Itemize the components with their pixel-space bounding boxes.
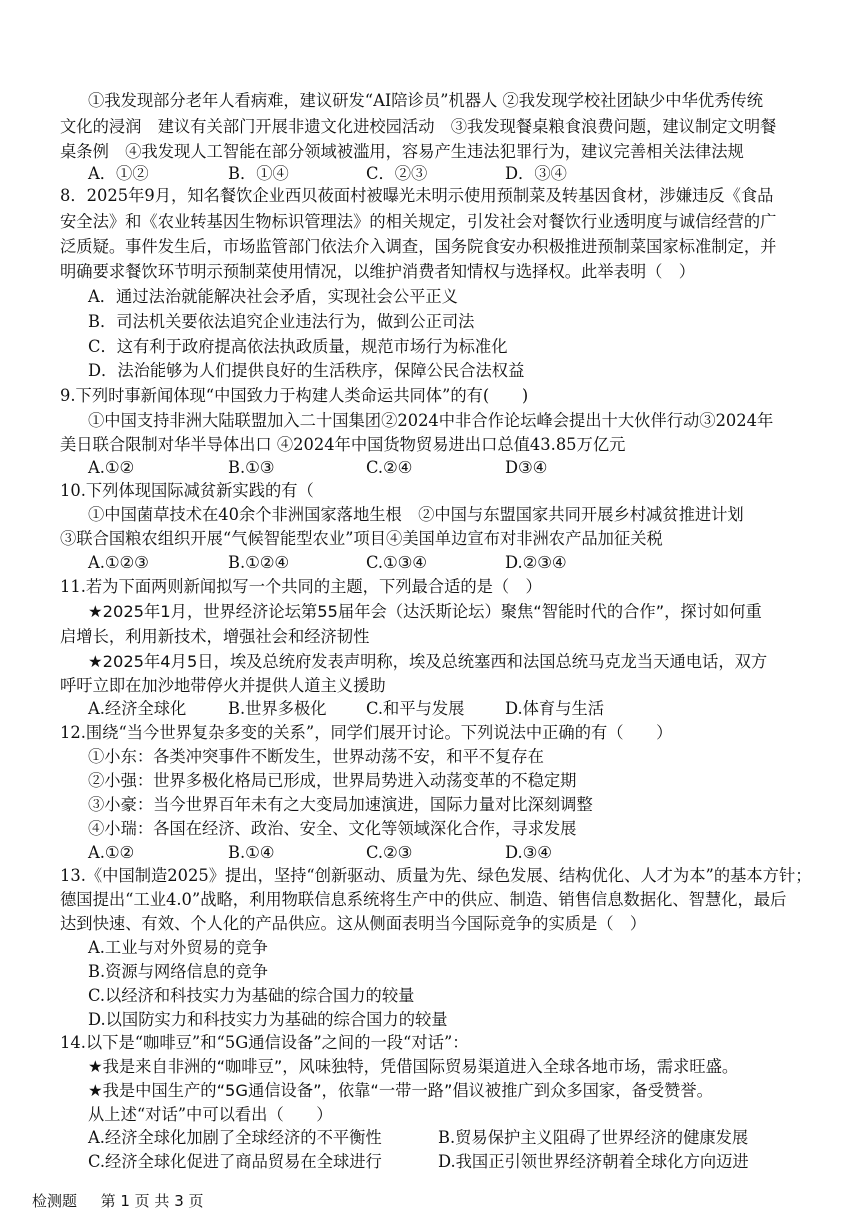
q13-line-3: 达到快速、有效、个人化的产品供应。这从侧面表明当今国际竞争的实质是（ ） [60, 914, 647, 933]
q11-option-c: C.和平与发展 [366, 699, 465, 718]
q9-option-d: D③④ [505, 458, 548, 477]
q13-line-1: 13.《中国制造2025》提出，坚持“创新驱动、质量为先、绿色发展、结构优化、人才为本”的基本方针； [60, 866, 812, 885]
q14-question: 从上述“对话”中可以看出（ ） [88, 1105, 333, 1124]
q7-line-3: 桌条例 ④我发现人工智能在部分领域被滥用，容易产生违法犯罪行为，建议完善相关法律法规 [60, 142, 744, 161]
q9-line-2: 美日联合限制对华半导体出口 ④2024年中国货物贸易进出口总值43.85万亿元 [60, 435, 626, 454]
q11-news-1-line-2: 启增长，利用新技术，增强社会和经济韧性 [60, 627, 370, 646]
q10-line-1: ①中国菌草技术在40余个非洲国家落地生根 ②中国与东盟国家共同开展乡村减贫推进计划 [88, 505, 744, 524]
q8-option-b: B．司法机关要依法追究企业违法行为，做到公正司法 [88, 312, 475, 331]
q12-option-a: A.①② [88, 843, 135, 862]
q8-stem-line-1: 8．2025年9月，知名餐饮企业西贝莜面村被曝光未明示使用预制菜及转基因食材，涉嫌违反《食品 [60, 186, 774, 205]
q10-option-d: D.②③④ [505, 553, 567, 572]
q13-option-a: A.工业与对外贸易的竞争 [88, 938, 268, 957]
q7-option-b: B．①④ [228, 164, 289, 183]
q12-option-c: C.②③ [366, 843, 413, 862]
q10-option-b: B.①②④ [228, 553, 289, 572]
q14-option-b: B.贸易保护主义阻碍了世界经济的健康发展 [438, 1128, 749, 1147]
q7-line-1: ①我发现部分老年人看病难，建议研发“AI陪诊员”机器人 ②我发现学校社团缺少中华优秀传统 [88, 91, 763, 110]
q14-dialogue-2: ★我是中国生产的“5G通信设备”，依靠“一带一路”倡议被推广到众多国家，备受赞誉。 [88, 1081, 713, 1100]
q14-stem: 14.以下是“咖啡豆”和“5G通信设备”之间的一段“对话”： [60, 1033, 469, 1052]
q7-option-d: D．③④ [505, 164, 567, 183]
q12-item-2: ②小强：世界多极化格局已形成，世界局势进入动荡变革的不稳定期 [88, 771, 577, 790]
page-footer [32, 1190, 204, 1211]
q14-option-c: C.经济全球化促进了商品贸易在全球进行 [88, 1152, 382, 1171]
q12-item-1: ①小东：各类冲突事件不断发生，世界动荡不安，和平不复存在 [88, 747, 544, 766]
q14-option-a: A.经济全球化加剧了全球经济的不平衡性 [88, 1128, 382, 1147]
q8-option-c: C．这有利于政府提高依法执政质量，规范市场行为标准化 [88, 337, 508, 356]
q7-line-2: 文化的浸润 建议有关部门开展非遗文化进校园活动 ③我发现餐桌粮食浪费问题，建议制定文明餐 [60, 117, 777, 136]
q11-news-1-line-1: ★2025年1月，世界经济论坛第55届年会（达沃斯论坛）聚焦“智能时代的合作”，探讨如何重 [88, 602, 762, 621]
q8-option-d: D．法治能够为人们提供良好的生活秩序，保障公民合法权益 [88, 361, 525, 380]
q8-option-a: A．通过法治就能解决社会矛盾，实现社会公平正义 [88, 287, 458, 306]
q14-option-d: D.我国正引领世界经济朝着全球化方向迈进 [438, 1152, 749, 1171]
q13-option-b: B.资源与网络信息的竞争 [88, 962, 268, 981]
q13-line-2: 德国提出“工业4.0”战略，利用物联信息系统将生产中的供应、制造、销售信息数据化、智慧化，最后 [60, 890, 787, 909]
q11-news-2-line-1: ★2025年4月5日，埃及总统府发表声明称，埃及总统塞西和法国总统马克龙当天通电话，双方 [88, 652, 768, 671]
q9-option-a: A.①② [88, 458, 135, 477]
q13-option-d: D.以国防实力和科技实力为基础的综合国力的较量 [88, 1010, 448, 1029]
q12-stem: 12.围绕“当今世界复杂多变的关系”，同学们展开讨论。下列说法中正确的有（ ） [60, 723, 673, 742]
q13-option-c: C.以经济和科技实力为基础的综合国力的较量 [88, 986, 415, 1005]
q12-option-b: B.①④ [228, 843, 275, 862]
q8-stem-line-3: 泛质疑。事件发生后，市场监管部门依法介入调查，国务院食安办积极推进预制菜国家标准制定，并 [60, 237, 777, 256]
q10-line-2: ③联合国粮农组织开展“气候智能型农业”项目④美国单边宣布对非洲农产品加征关税 [60, 529, 663, 548]
q10-stem: 10.下列体现国际减贫新实践的有（ [60, 481, 314, 500]
q11-option-b: B.世界多极化 [228, 699, 327, 718]
q8-stem-line-4: 明确要求餐饮环节明示预制菜使用情况，以维护消费者知情权与选择权。此举表明（ ） [60, 262, 695, 281]
q14-dialogue-1: ★我是来自非洲的“咖啡豆”，风味独特，凭借国际贸易渠道进入全球各地市场，需求旺盛。 [88, 1057, 739, 1076]
q7-option-c: C．②③ [366, 164, 428, 183]
q11-option-a: A.经济全球化 [88, 699, 187, 718]
q10-option-c: C.①③④ [366, 553, 427, 572]
q9-stem: 9.下列时事新闻体现“中国致力于构建人类命运共同体”的有( ) [60, 386, 529, 405]
q11-news-2-line-2: 呼吁立即在加沙地带停火并提供人道主义援助 [60, 676, 386, 695]
q10-option-a: A.①②③ [88, 553, 149, 572]
q9-option-c: C.②④ [366, 458, 413, 477]
q9-option-b: B.①③ [228, 458, 275, 477]
q11-option-d: D.体育与生活 [505, 699, 605, 718]
q9-line-1: ①中国支持非洲大陆联盟加入二十国集团②2024中非合作论坛峰会提出十大伙伴行动③2024年 [88, 411, 774, 430]
q12-item-4: ④小瑞：各国在经济、政治、安全、文化等领域深化合作，寻求发展 [88, 819, 577, 838]
page-number: 第 1 页 共 3 页 [100, 1192, 204, 1210]
q8-stem-line-2: 安全法》和《农业转基因生物标识管理法》的相关规定，引发社会对餐饮行业透明度与诚信经营的广 [60, 212, 777, 231]
q12-option-d: D.③④ [505, 843, 552, 862]
q7-option-a: A．①② [88, 164, 149, 183]
footer-label: 检测题 [32, 1192, 78, 1210]
q11-stem: 11.若为下面两则新闻拟写一个共同的主题，下列最合适的是（ ） [60, 577, 542, 596]
q12-item-3: ③小豪：当今世界百年未有之大变局加速演进，国际力量对比深刻调整 [88, 795, 593, 814]
